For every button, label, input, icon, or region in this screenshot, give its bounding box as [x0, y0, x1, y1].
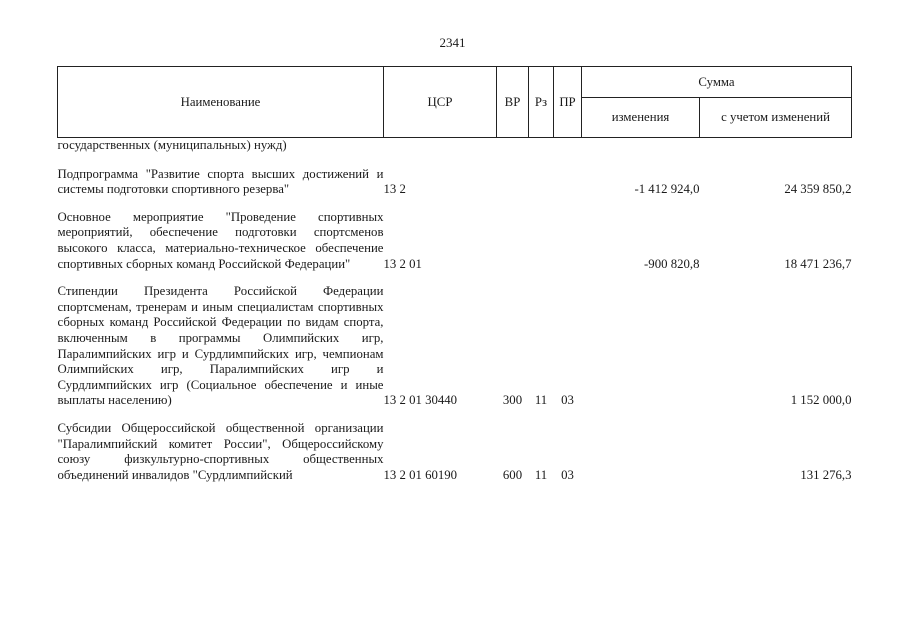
- row-pr: 03: [561, 393, 574, 408]
- row-csr: 13 2 01 60190: [383, 467, 458, 482]
- row-rz: 11: [534, 467, 548, 482]
- row-csr: [384, 138, 497, 161]
- row-pr: [554, 138, 582, 161]
- row-pr: [554, 204, 582, 278]
- header-name: Наименование: [58, 67, 384, 138]
- row-change: -1 412 924,0: [634, 182, 700, 197]
- row-name: Стипендии Президента Российской Федерации спортсменам, тренерам и иным специалистам спортивных сборных команд Российской Федерации по видам спорта, включенным в программы Олимпийских игр, Паралимпийских игр и Сурдлимпийских игр, чемпионам Олимпийских игр, Паралимпийских игр и Сурдлимпийских игр (Социальное обеспечение и иные выплаты населению): [57, 284, 384, 408]
- row-pr: 03: [561, 467, 574, 482]
- table-row: [58, 415, 852, 489]
- header-change: изменения: [582, 98, 700, 138]
- row-name: Субсидии Общероссийской общественной организации "Паралимпийский комитет России", Общероссийскому союзу физкультурно-спортивных общественных объединений инвалидов "Сурдлимпийский: [57, 420, 384, 482]
- row-name: государственных (муниципальных) нужд): [57, 138, 287, 152]
- row-total: 18 471 236,7: [784, 256, 852, 271]
- row-csr: 13 2 01 30440: [383, 393, 458, 408]
- row-name: Подпрограмма "Развитие спорта высших достижений и системы подготовки спортивного резерва": [57, 166, 384, 197]
- table-row: [58, 278, 852, 415]
- row-csr: 13 2: [383, 182, 406, 197]
- row-change: [582, 415, 700, 489]
- row-change: -900 820,8: [644, 256, 700, 271]
- header-csr: ЦСР: [384, 67, 497, 138]
- row-pr: [554, 161, 582, 204]
- row-vr: [497, 138, 529, 161]
- row-vr: 300: [502, 393, 523, 408]
- table-body: [58, 138, 852, 490]
- row-total: [700, 138, 852, 161]
- row-vr: [497, 161, 529, 204]
- budget-table: [57, 66, 852, 489]
- row-rz: [529, 161, 554, 204]
- header-vr: ВР: [497, 67, 529, 138]
- row-vr: 600: [502, 467, 523, 482]
- row-total: 24 359 850,2: [784, 182, 852, 197]
- page-number: 2341: [439, 35, 466, 50]
- row-total: 1 152 000,0: [790, 393, 852, 408]
- row-change: [582, 278, 700, 415]
- header-rz: Рз: [529, 67, 554, 138]
- table-row: [58, 204, 852, 278]
- row-rz: [529, 204, 554, 278]
- header-pr: ПР: [554, 67, 582, 138]
- table-row: [58, 161, 852, 204]
- row-total: 131 276,3: [800, 467, 852, 482]
- header-with-change: с учетом изменений: [700, 98, 852, 138]
- table-header: [58, 67, 852, 138]
- row-vr: [497, 204, 529, 278]
- table-row: [58, 138, 852, 161]
- header-sum: Сумма: [582, 67, 852, 98]
- row-csr: 13 2 01: [383, 256, 422, 271]
- row-change: [582, 138, 700, 161]
- row-rz: 11: [534, 393, 548, 408]
- row-name: Основное мероприятие "Проведение спортивных мероприятий, обеспечение подготовки спортсменов высокого класса, материально-техническое обеспечение спортивных сборных команд Российской Федерации": [57, 209, 384, 271]
- row-rz: [529, 138, 554, 161]
